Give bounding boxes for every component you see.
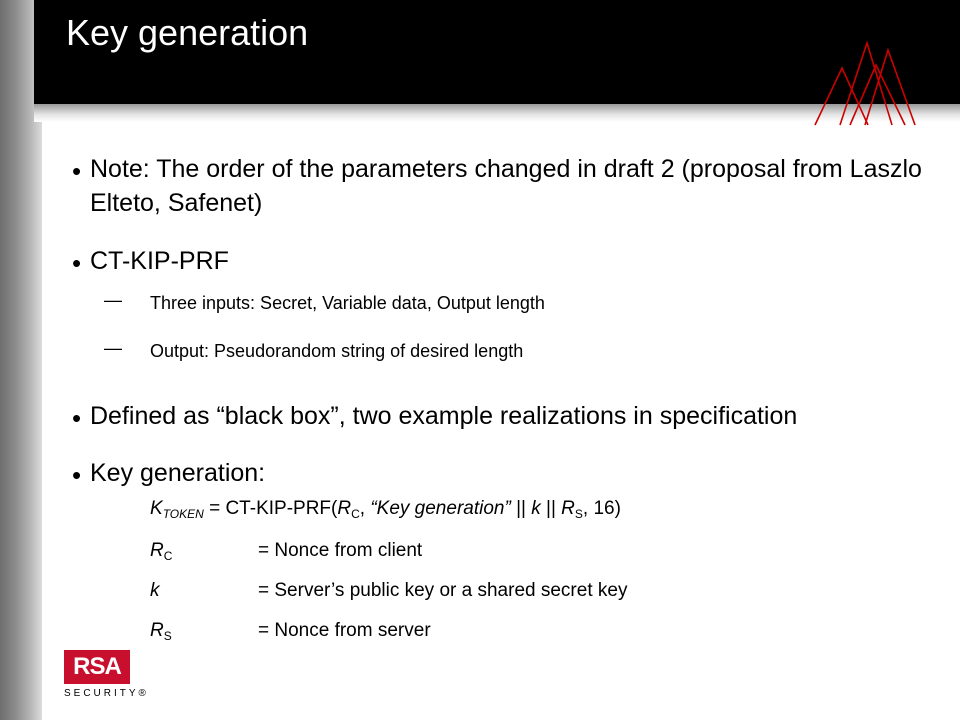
bullet-dot: • [72, 460, 82, 490]
definition-text: = Server’s public key or a shared secret key [258, 580, 628, 601]
bullet-text: Defined as “black box”, two example realizations in specification [90, 402, 798, 430]
sub-bullet-text: Three inputs: Secret, Variable data, Output length [150, 293, 545, 313]
key-formula: $K_{TOKEN} = CT-KIP-PRF(R_C$, “Key generation” || k || $R_S$, 16) [150, 498, 621, 521]
bullet-dot: • [72, 403, 82, 433]
rsa-logo-mark: RSA [64, 650, 130, 684]
sub-bullet-text: Output: Pseudorandom string of desired length [150, 341, 524, 361]
bullet-dot: • [72, 156, 82, 186]
sub-bullet-dash: — [104, 338, 122, 358]
bullet-dot: • [72, 248, 82, 278]
definition-text: = Nonce from server [258, 620, 431, 641]
bullet-text: CT-KIP-PRF [90, 247, 229, 275]
rsa-logo-subtext: SECURITY® [64, 688, 149, 699]
bullet-text: Note: The order of the parameters changed in draft 2 (proposal from Laszlo Elteto, Safenet) [90, 155, 922, 217]
definition-text: = Nonce from client [258, 540, 423, 561]
slide-title: Key generation [66, 12, 309, 53]
definition-symbol: $R_C$ [150, 540, 173, 563]
definition-symbol: $R_S$ [150, 620, 172, 643]
rsa-security-logo [64, 650, 149, 699]
bullet-text: Key generation: [90, 459, 266, 487]
mountain-logo-icon [810, 40, 920, 130]
definition-symbol: k [150, 580, 160, 601]
sub-bullet-dash: — [104, 290, 122, 310]
